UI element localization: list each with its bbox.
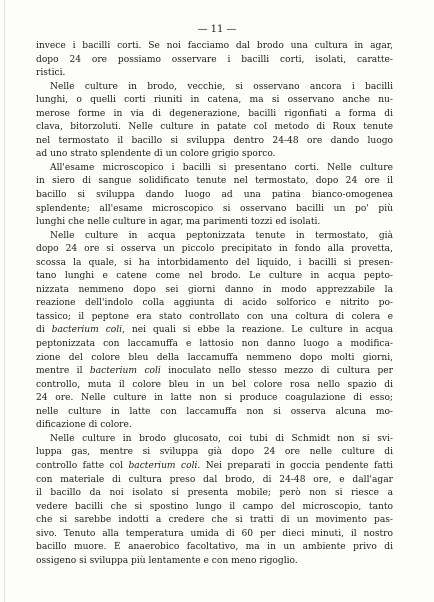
text-line: bacillo muore. È anaerobico facoltativo, ma in un ambiente privo di [36,542,393,553]
text-line: scossa la quale, si ha intorbidamento del liquido, i bacilli si presen- [36,257,393,268]
text-line: tassico; il peptone era stato controllato con una coltura di colera e [36,311,393,322]
text-line: splendente; all'esame microscopico si osservano bacilli un po' più [36,203,393,214]
text-line: luppa gas, mentre si sviluppa già dopo 24 ore nelle culture di [36,447,393,458]
species-name: bacterium coli [128,460,198,471]
text-line: peptonizzata con laccamuffa e lattosio non danno luogo a modifica- [36,339,393,350]
paragraph [36,230,393,433]
text-line: tano lunghi e catene come nel brodo. Le culture in acqua pepto- [36,271,393,282]
text-line: clava, bitorzoluti. Nelle culture in patate col metodo di Roux tenute [36,122,393,133]
text-line: mentre il bacterium coli inoculato nello stesso mezzo di cultura per [36,366,393,377]
text-line: Nelle culture in brodo glucosato, coi tubi di Schmidt non si svi- [50,433,393,444]
paragraph [36,162,393,230]
text-line: sivo. Tenuto alla temperatura umida di 60 per dieci minuti, il nostro [36,528,393,539]
text-line: lunghi che nelle culture in agar, ma parimenti tozzi ed isolati. [36,217,321,228]
text-line: ad uno strato splendente di un colore grigio sporco. [36,149,276,160]
text-line: bacillo si sviluppa dando luogo ad una patina bianco-omogenea [36,190,393,201]
text-line: 24 ore. Nelle culture in latte non si produce coagulazione di esso; [36,393,393,404]
paragraph [36,81,393,162]
text-line: dopo 24 ore possiamo osservare i bacilli corti, isolati, caratte- [36,54,393,65]
page-number: — 11 — [197,24,237,35]
species-name: bacterium coli [51,325,123,336]
text-line: zione del colore bleu della laccamuffa nemmeno dopo molti giorni, [36,352,393,363]
species-name: bacterium coli [89,366,161,377]
body-text [36,40,393,568]
text-line: controllo fatte col bacterium coli. Nei preparati in goccia pendente fatti [36,460,393,471]
text-line: dopo 24 ore si osserva un piccolo precipitato in fondo alla provetta, [36,244,393,255]
text-line: Nelle culture in acqua peptonizzata tenute in termostato, già [50,230,393,241]
text-line: in siero di sangue solidificato tenute nel termostato, dopo 24 ore il [36,176,393,187]
text-line: con materiale di cultura preso dal brodo, di 24-48 ore, e dall'agar [36,474,393,485]
text-line: merose forme in via di degenerazione, bacilli rigonfiati a forma di [36,108,393,119]
paragraph [36,433,393,568]
text-line: Nelle culture in brodo, vecchie, si osservano ancora i bacilli [50,81,393,92]
text-line: di bacterium coli, nei quali si ebbe la reazione. Le culture in acqua [36,325,393,336]
text-line: lunghi, o quelli corti riuniti in catena, ma si osservano anche nu- [36,95,393,106]
text-line: vedere bacilli che si spostino lungo il campo del microscopio, tanto [36,501,393,512]
text-line: reazione dell'indolo colla aggiunta di acido solforico e nitrito po- [36,298,393,309]
text-line: ristici. [36,68,66,79]
text-line: controllo, muta il colore bleu in un bel colore rosa nello spazio di [36,379,393,390]
text-line: All'esame microscopico i bacilli si presentano corti. Nelle culture [50,162,393,173]
text-line: nel termostato il bacillo si sviluppa dentro 24-48 ore dando luogo [36,135,393,146]
text-line: dificazione di colore. [36,420,132,431]
text-line: che si sarebbe indotti a credere che si tratti di un movimento pas- [36,515,393,526]
paragraph [36,40,393,81]
text-line: nizzata nemmeno dopo sei giorni danno in modo apprezzabile la [36,284,393,295]
page-edge-line [4,0,5,602]
text-line: nelle culture in latte con laccamuffa non si osserva alcuna mo- [36,406,393,417]
text-line: ossigeno si sviluppa più lentamente e con meno rigoglio. [36,555,298,566]
text-line: invece i bacilli corti. Se noi facciamo dal brodo una cultura in agar, [36,41,393,51]
text-line: il bacillo da noi isolato si presenta mobile; però non si riesce a [36,488,393,499]
